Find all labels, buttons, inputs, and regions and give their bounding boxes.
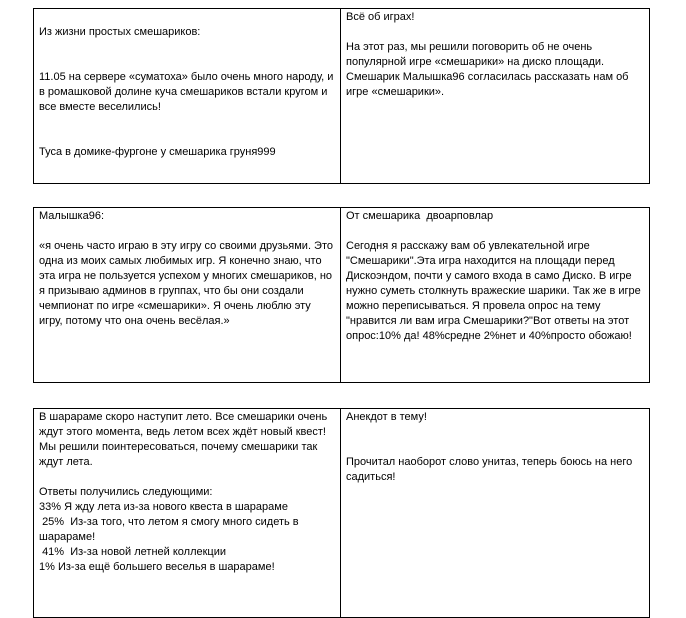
cell-intro: В шарараме скоро наступит лето. Все смешарики очень ждут этого момента, ведь летом всех ждёт новый квест! Мы решили поинтересоваться, почему смешарики так ждут лета.: [39, 411, 331, 468]
cell-title: Малышка96:: [39, 210, 105, 222]
cell-title: Анекдот в тему!: [346, 411, 427, 423]
answers-title: Ответы получились следующими:: [39, 486, 213, 498]
cell-title: От смешарика двоарповлар: [346, 210, 494, 222]
cell-simple-life: [34, 9, 341, 183]
cell-body: 11.05 на сервере «суматоха» было очень много народу, и в ромашковой долине куча смешариков встали кругом и все вместе веселились!: [39, 71, 337, 113]
table-block-1: [33, 8, 650, 184]
cell-body: Прочитал наоборот слово унитаз, теперь боюсь на него садиться!: [346, 456, 636, 483]
cell-summer-survey: [34, 409, 341, 617]
cell-joke: [341, 409, 649, 617]
cell-body: На этот раз, мы решили поговорить об не очень популярной игре «смешарики» на диско площади. Смешарик Малышка96 согласилась рассказать нам об игре «смешарики».: [346, 41, 632, 98]
cell-title: Из жизни простых смешариков:: [39, 26, 201, 38]
answer-item: 33% Я жду лета из-за нового квеста в шарараме: [39, 501, 288, 513]
cell-body: «я очень часто играю в эту игру со своими друзьями. Это одна из моих самых любимых игр. Я конечно знаю, что эта игра не пользуется успехом у многих смешариков, но я призываю админов в группах, что бы они создали чемпионат по игре «смешарики». Я очень люблю эту игру, потому что она очень весёлая.»: [39, 240, 337, 327]
answer-item: 41% Из-за новой летней коллекции: [39, 546, 227, 558]
cell-malyshka96: [34, 208, 341, 382]
cell-body: Сегодня я расскажу вам об увлекательной игре "Смешарики".Эта игра находится на площади перед Дискоэндом, почти у самого входа в само Диско. В игре нужно суметь столкнуть вражеские шарики. Так же в игре можно переписываться. Я провела опрос на тему "нравится ли вам игра Смешарики?"Вот ответы на этот опрос:10% да! 48%средне 2%нет и 40%просто обожаю!: [346, 240, 644, 342]
table-block-3: [33, 408, 650, 618]
answer-item: 25% Из-за того, что летом я смогу много сидеть в шарараме!: [39, 516, 302, 543]
answer-item: 1% Из-за ещё большего веселья в шарараме!: [39, 561, 275, 573]
cell-from-smesharik: [341, 208, 649, 382]
cell-title: Всё об играх!: [346, 11, 415, 23]
cell-about-games: [341, 9, 649, 183]
table-block-2: [33, 207, 650, 383]
cell-footer: Туса в домике-фургоне у смешарика груня999: [39, 146, 276, 158]
